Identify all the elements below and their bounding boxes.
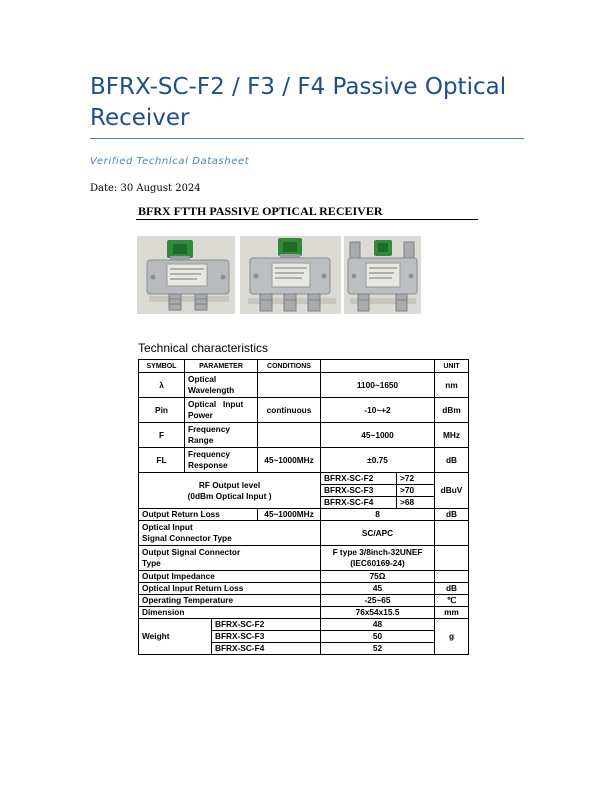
cell-model: BFRX-SC-F4 — [321, 497, 397, 509]
cell-unit: g — [435, 619, 469, 655]
cell-unit: dBuV — [435, 473, 469, 509]
cell-value: -25~65 — [321, 595, 435, 607]
table-row — [139, 509, 469, 521]
table-row — [139, 448, 469, 473]
table-row — [139, 595, 469, 607]
cell-parameter: Output Return Loss — [139, 509, 258, 521]
cell-value: 75Ω — [321, 571, 435, 583]
section-title: Technical characteristics — [138, 341, 269, 355]
cell-value: >72 — [397, 473, 435, 485]
cell-condition: 45~1000MHz — [258, 448, 321, 473]
cell-condition: 45~1000MHz — [258, 509, 321, 521]
cell-value: >68 — [397, 497, 435, 509]
cell-unit: dBm — [435, 398, 469, 423]
parameter-line: Type — [142, 558, 161, 568]
cell-parameter — [185, 448, 258, 473]
header-parameter: PARAMETER — [185, 360, 258, 373]
cell-parameter — [185, 398, 258, 423]
parameter-line: Wavelength — [188, 385, 235, 395]
product-photo-f2 — [137, 236, 235, 314]
figure-rule — [136, 219, 478, 220]
cell-model: BFRX-SC-F2 — [321, 473, 397, 485]
cell-symbol: λ — [139, 373, 185, 398]
rf-label-line: (0dBm Optical Input ) — [187, 490, 272, 501]
cell-unit: dB — [435, 583, 469, 595]
value-line: (IEC60169-24) — [350, 558, 405, 568]
cell-value: -10~+2 — [321, 398, 435, 423]
cell-value: 76x54x15.5 — [321, 607, 435, 619]
cell-condition: continuous — [258, 398, 321, 423]
table-row — [139, 521, 469, 546]
cell-symbol: F — [139, 423, 185, 448]
parameter-line: Range — [188, 435, 214, 445]
product-photo-f3 — [240, 236, 341, 314]
cell-value: >70 — [397, 485, 435, 497]
cell-unit — [435, 546, 469, 571]
cell-weight-label: Weight — [139, 619, 212, 655]
header-symbol: SYMBOL — [139, 360, 185, 373]
cell-value: 52 — [321, 643, 435, 655]
product-figure — [136, 204, 478, 316]
document-title: BFRX-SC-F2 / F3 / F4 Passive Optical Receiver — [90, 74, 507, 131]
table-row — [139, 583, 469, 595]
parameter-line: Response — [188, 460, 228, 470]
cell-unit: nm — [435, 373, 469, 398]
header-value — [321, 360, 435, 373]
table-row — [139, 607, 469, 619]
parameter-line: Optical — [188, 374, 217, 384]
parameter-line: Frequency — [188, 424, 230, 434]
cell-unit: ℃ — [435, 595, 469, 607]
cell-unit: MHz — [435, 423, 469, 448]
spec-table — [138, 359, 469, 655]
header-unit: UNIT — [435, 360, 469, 373]
cell-model: BFRX-SC-F2 — [212, 619, 321, 631]
cell-symbol: Pin — [139, 398, 185, 423]
table-row — [139, 546, 469, 571]
table-row — [139, 423, 469, 448]
cell-unit: mm — [435, 607, 469, 619]
table-header-row — [139, 360, 469, 373]
cell-model: BFRX-SC-F3 — [321, 485, 397, 497]
title-divider — [90, 138, 524, 139]
cell-value: ±0.75 — [321, 448, 435, 473]
cell-value: 1100~1650 — [321, 373, 435, 398]
rf-label-line: RF Output level — [198, 479, 261, 490]
parameter-line: Optical Input — [142, 522, 193, 532]
cell-parameter — [139, 521, 321, 546]
cell-model: BFRX-SC-F3 — [212, 631, 321, 643]
cell-value: 8 — [321, 509, 435, 521]
cell-parameter: Operating Temperature — [139, 595, 321, 607]
cell-parameter: Output Impedance — [139, 571, 321, 583]
cell-value: 45~1000 — [321, 423, 435, 448]
value-line: F type 3/8inch-32UNEF — [332, 547, 423, 557]
cell-value: SC/APC — [321, 521, 435, 546]
cell-condition — [258, 423, 321, 448]
cell-unit — [435, 521, 469, 546]
cell-value — [321, 546, 435, 571]
cell-parameter — [185, 373, 258, 398]
cell-unit — [435, 571, 469, 583]
cell-unit: dB — [435, 448, 469, 473]
parameter-line: Output Signal Connector — [142, 547, 241, 557]
table-row — [139, 473, 469, 485]
table-row — [139, 398, 469, 423]
cell-unit: dB — [435, 509, 469, 521]
cell-parameter: Dimension — [139, 607, 321, 619]
table-row — [139, 373, 469, 398]
cell-parameter: Optical Input Return Loss — [139, 583, 321, 595]
parameter-line: Frequency — [188, 449, 230, 459]
cell-parameter — [139, 546, 321, 571]
cell-symbol: FL — [139, 448, 185, 473]
document-date: Date: 30 August 2024 — [90, 183, 201, 194]
table-row — [139, 571, 469, 583]
document-subtitle: Verified Technical Datasheet — [90, 156, 250, 167]
cell-model: BFRX-SC-F4 — [212, 643, 321, 655]
parameter-line: Optical Input — [188, 399, 244, 409]
parameter-line: Signal Connector Type — [142, 533, 232, 543]
table-row — [139, 619, 469, 631]
cell-parameter — [185, 423, 258, 448]
cell-condition — [258, 373, 321, 398]
cell-value: 45 — [321, 583, 435, 595]
product-photos — [136, 236, 478, 316]
parameter-line: Power — [188, 410, 213, 420]
cell-value: 50 — [321, 631, 435, 643]
cell-rf-label — [139, 473, 321, 509]
figure-heading: BFRX FTTH PASSIVE OPTICAL RECEIVER — [138, 204, 383, 218]
cell-value: 48 — [321, 619, 435, 631]
header-conditions: CONDITIONS — [258, 360, 321, 373]
product-photo-f4 — [344, 236, 421, 314]
